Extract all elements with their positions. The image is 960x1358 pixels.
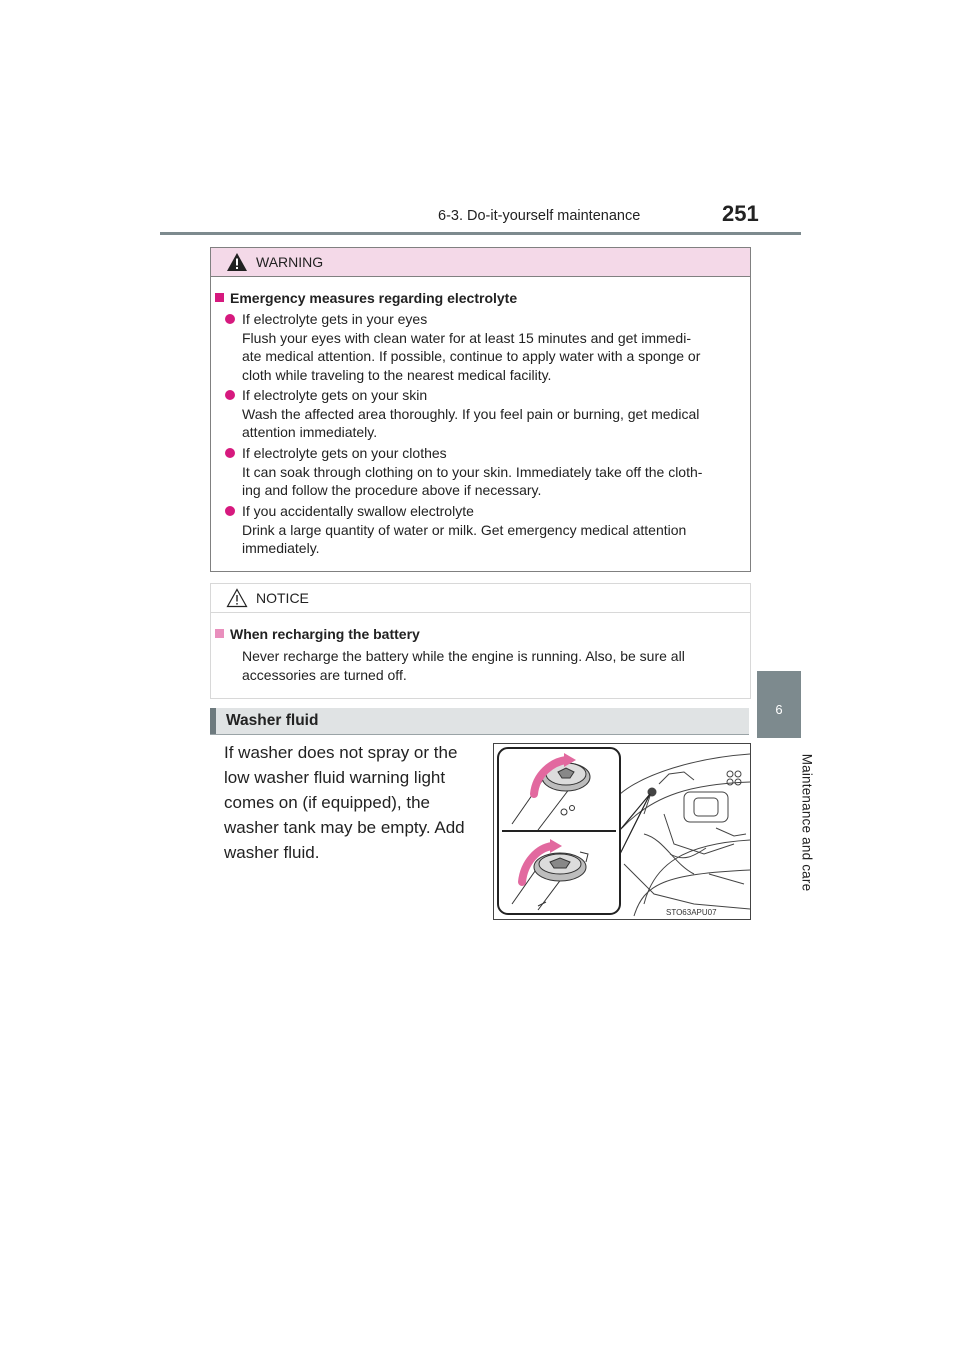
- bullet-dot-icon: [225, 448, 235, 458]
- chapter-tab: [757, 671, 801, 738]
- section-square-icon: [215, 629, 224, 638]
- section-title: 6-3. Do-it-yourself maintenance: [438, 208, 641, 224]
- list-item: If electrolyte gets in your eyes Flush your eyes with clean water for at least 15 minutes and get immedi- ate medical attention. If possible, continue to apply water with a sponge or cloth while traveling to the nearest medical facility.: [225, 310, 745, 384]
- notice-box: [210, 583, 751, 699]
- bullet-dot-icon: [225, 314, 235, 324]
- list-item: If you accidentally swallow electrolyte Drink a large quantity of water or milk. Get emergency medical attention immediately.: [225, 502, 745, 558]
- figure-code: STO63APU07: [666, 908, 717, 917]
- warning-header: [211, 248, 750, 277]
- list-item: If electrolyte gets on your skin Wash the affected area thoroughly. If you feel pain or burning, get medical attention immediately.: [225, 386, 745, 442]
- page-number: 251: [722, 201, 759, 226]
- washer-fluid-title: Washer fluid: [226, 712, 319, 729]
- header-rule: [160, 232, 801, 235]
- notice-header: [211, 584, 750, 613]
- washer-tank-illustration: [493, 743, 751, 920]
- warning-title: WARNING: [256, 254, 324, 270]
- bullet-dot-icon: [225, 390, 235, 400]
- washer-fluid-heading: [210, 708, 749, 735]
- chapter-label: Maintenance and care: [799, 753, 815, 892]
- caution-triangle-icon: [226, 588, 248, 608]
- notice-title: NOTICE: [256, 590, 309, 606]
- chapter-number: 6: [775, 702, 783, 717]
- section-square-icon: [215, 293, 224, 302]
- washer-fluid-body: If washer does not spray or the low washer fluid warning light comes on (if equipped), the washer tank may be empty. Add washer fluid.: [224, 743, 465, 862]
- notice-body: Never recharge the battery while the engine is running. Also, be sure all accessories are turned off.: [242, 648, 685, 683]
- warning-box: [210, 247, 751, 572]
- notice-section-title: When recharging the battery: [215, 626, 420, 642]
- washer-tank-drawing: [494, 744, 750, 919]
- heading-accent: [210, 708, 216, 734]
- warning-section-title: Emergency measures regarding electrolyte: [215, 290, 517, 306]
- bullet-dot-icon: [225, 506, 235, 516]
- list-item: If electrolyte gets on your clothes It can soak through clothing on to your skin. Immediately take off the cloth- ing and follow the procedure above if necessary.: [225, 444, 745, 500]
- warning-triangle-icon: [226, 252, 248, 272]
